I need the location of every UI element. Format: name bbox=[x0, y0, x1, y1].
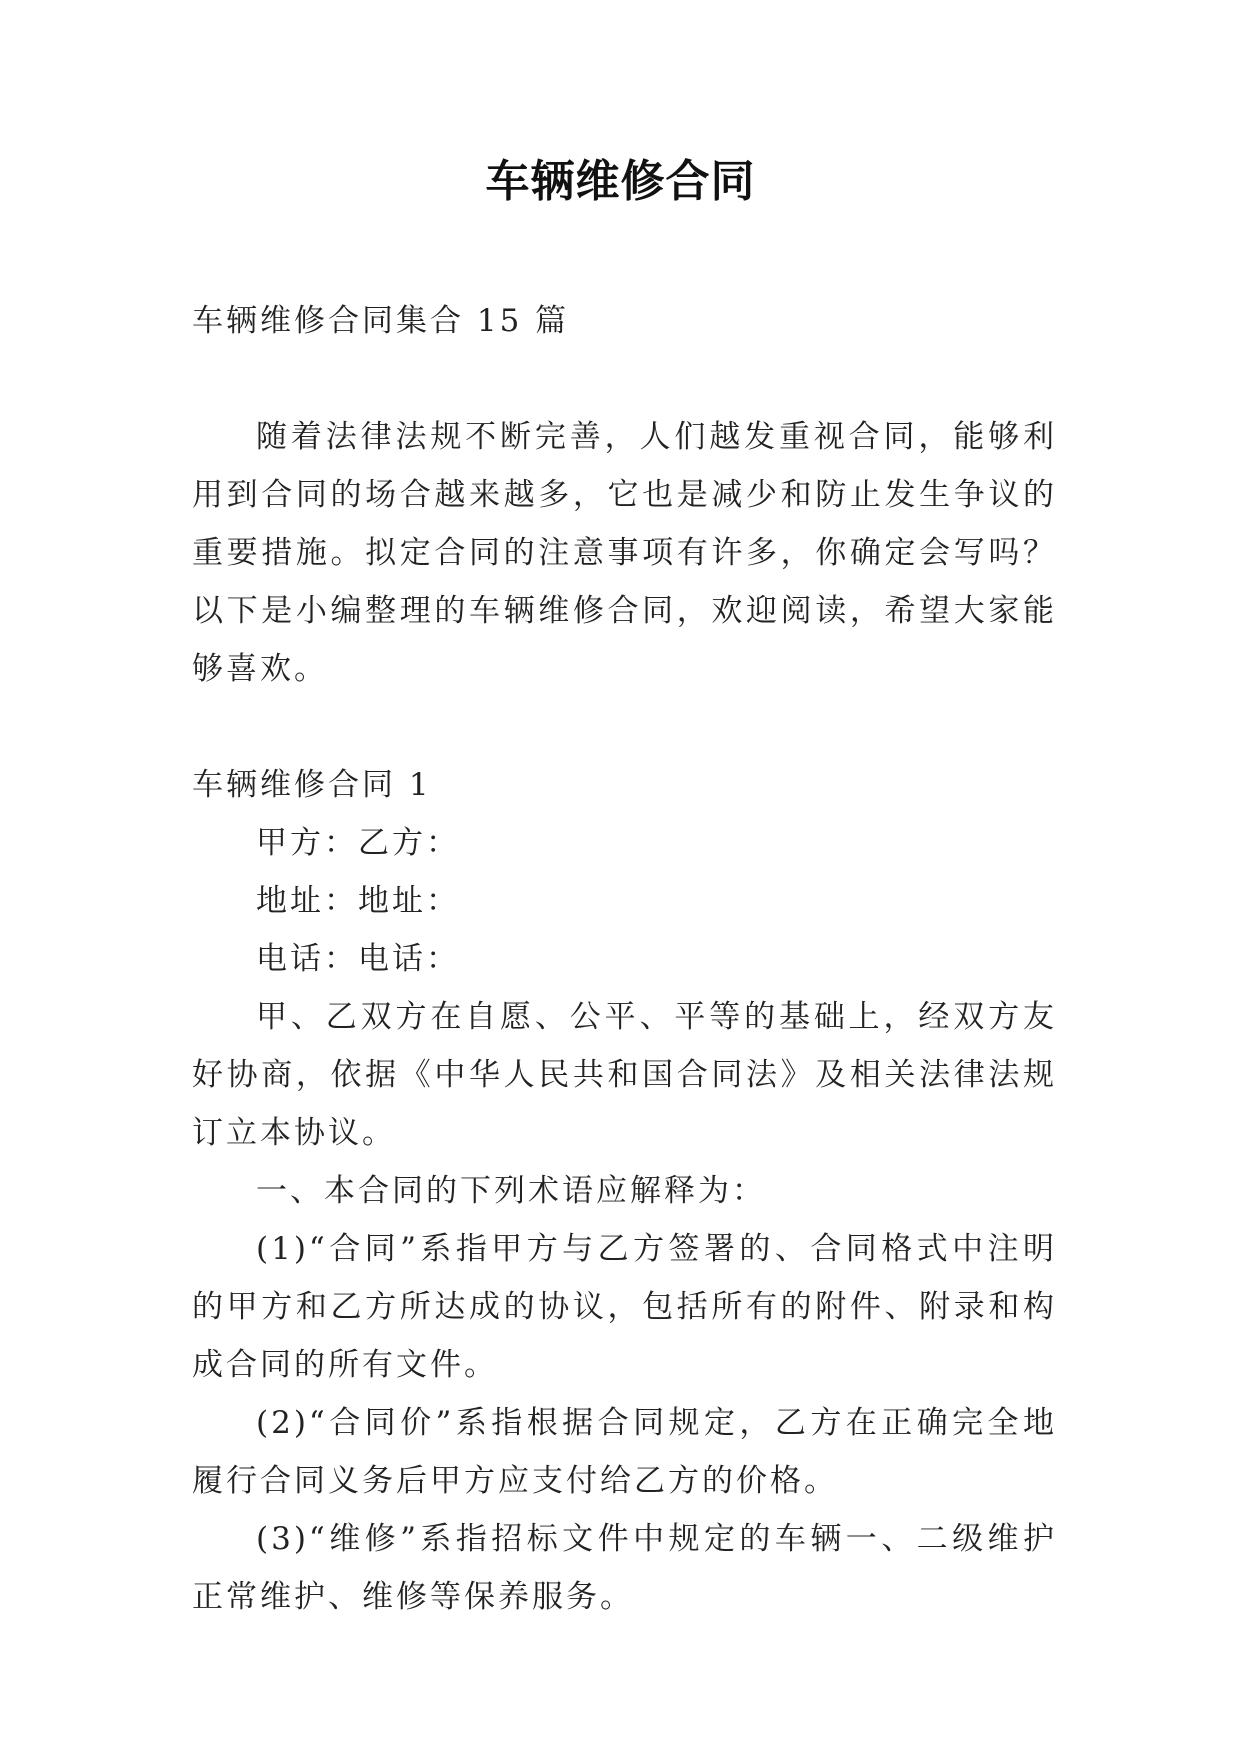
preamble-paragraph: 甲、乙双方在自愿、公平、平等的基础上，经双方友好协商，依据《中华人民共和国合同法》及相关法律法规订立本协议。 bbox=[192, 999, 1057, 1151]
phone-line: 电话：电话： bbox=[256, 941, 460, 977]
document-body bbox=[192, 292, 1057, 1626]
section-heading: 车辆维修合同 1 bbox=[192, 767, 432, 803]
party-line: 甲方：乙方： bbox=[256, 825, 460, 861]
term-3-paragraph: (3)“维修”系指招标文件中规定的车辆一、二级维护正常维护、维修等保养服务。 bbox=[192, 1521, 1057, 1615]
address-line: 地址：地址： bbox=[256, 883, 460, 919]
term-1-paragraph: (1)“合同”系指甲方与乙方签署的、合同格式中注明的甲方和乙方所达成的协议，包括所有的附件、附录和构成合同的所有文件。 bbox=[192, 1231, 1057, 1383]
intro-paragraph: 随着法律法规不断完善，人们越发重视合同，能够利用到合同的场合越来越多，它也是减少和防止发生争议的重要措施。拟定合同的注意事项有许多，你确定会写吗？以下是小编整理的车辆维修合同，欢迎阅读，希望大家能够喜欢。 bbox=[192, 419, 1057, 687]
document-subtitle: 车辆维修合同集合 15 篇 bbox=[192, 303, 570, 339]
document-title: 车辆维修合同 bbox=[485, 156, 756, 207]
clause-1-heading: 一、本合同的下列术语应解释为： bbox=[256, 1173, 766, 1209]
term-2-paragraph: (2)“合同价”系指根据合同规定，乙方在正确完全地履行合同义务后甲方应支付给乙方的价格。 bbox=[192, 1405, 1057, 1499]
